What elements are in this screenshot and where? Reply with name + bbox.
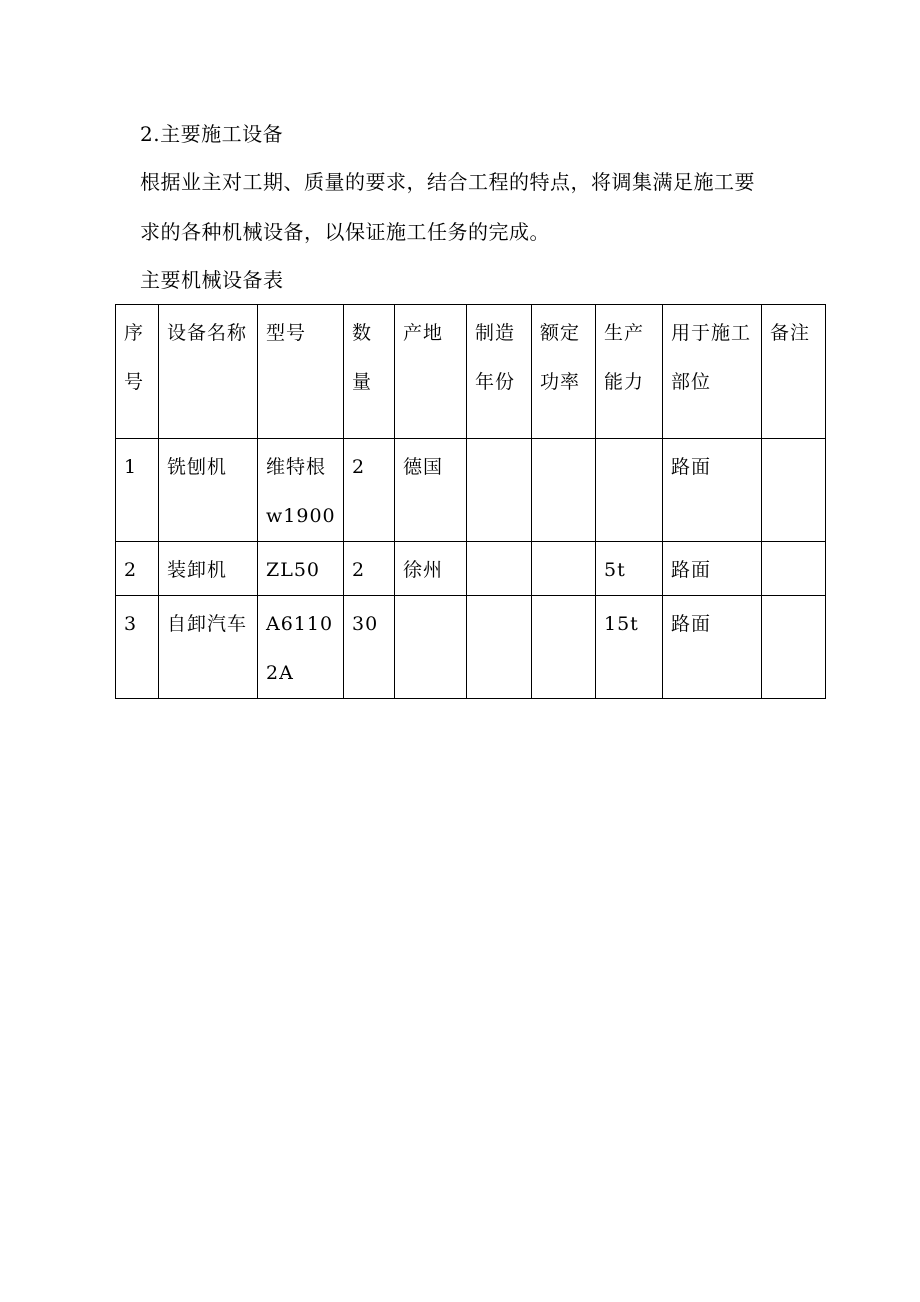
table-cell: 路面 [663, 596, 762, 699]
table-cell: 铣刨机 [159, 439, 258, 542]
table-cell [532, 542, 596, 596]
table-cell: 徐州 [395, 542, 467, 596]
section-heading: 2.主要施工设备 [140, 122, 284, 146]
table-row [116, 596, 826, 699]
table-cell [762, 596, 826, 699]
table-title: 主要机械设备表 [140, 268, 284, 292]
table-cell [467, 542, 532, 596]
table-cell [467, 596, 532, 699]
table-row [116, 542, 826, 596]
table-cell: 路面 [663, 439, 762, 542]
table-cell: 30 [344, 596, 395, 699]
header-cell-usage-location: 用于施工部位 [663, 305, 762, 439]
table-cell: 维特根w1900 [258, 439, 344, 542]
header-cell-remarks: 备注 [762, 305, 826, 439]
table-cell [532, 439, 596, 542]
header-cell-manufacture-year: 制造年份 [467, 305, 532, 439]
table-cell [762, 542, 826, 596]
table-cell [596, 439, 663, 542]
table-cell: 15t [596, 596, 663, 699]
table-cell [532, 596, 596, 699]
header-cell-quantity: 数量 [344, 305, 395, 439]
header-cell-model: 型号 [258, 305, 344, 439]
header-cell-origin: 产地 [395, 305, 467, 439]
header-cell-equipment-name: 设备名称 [159, 305, 258, 439]
table-cell: ZL50 [258, 542, 344, 596]
table-cell: 路面 [663, 542, 762, 596]
table-row [116, 439, 826, 542]
table-cell [395, 596, 467, 699]
table-cell: 2 [116, 542, 159, 596]
header-cell-rated-power: 额定功率 [532, 305, 596, 439]
table-cell: 2 [344, 439, 395, 542]
paragraph-line-2: 求的各种机械设备，以保证施工任务的完成。 [140, 220, 550, 244]
table-cell [762, 439, 826, 542]
table-cell: 自卸汽车 [159, 596, 258, 699]
header-cell-index: 序号 [116, 305, 159, 439]
table-cell: 德国 [395, 439, 467, 542]
table-cell: 2 [344, 542, 395, 596]
table-header-row [116, 305, 826, 439]
equipment-table [115, 304, 826, 699]
table-cell: 1 [116, 439, 159, 542]
paragraph-line-1: 根据业主对工期、质量的要求，结合工程的特点，将调集满足施工要 [140, 170, 755, 194]
table-cell: 3 [116, 596, 159, 699]
header-cell-capacity: 生产能力 [596, 305, 663, 439]
table-cell [467, 439, 532, 542]
table-cell: 5t [596, 542, 663, 596]
table-cell: A61102A [258, 596, 344, 699]
table-cell: 装卸机 [159, 542, 258, 596]
